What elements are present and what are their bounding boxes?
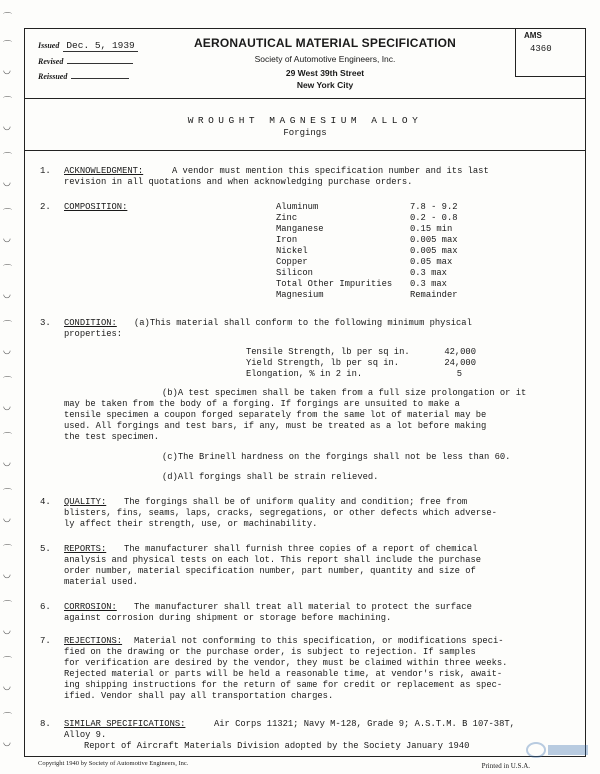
title-divider xyxy=(24,150,586,151)
section-6-number: 6. xyxy=(40,602,51,612)
issued-value: Dec. 5, 1939 xyxy=(63,40,137,52)
element-value: 0.3 max xyxy=(410,279,447,289)
section-3b-line: (b)A test specimen shall be taken from a full size prolongation or it xyxy=(162,388,527,398)
frame-top-rule xyxy=(24,28,586,29)
section-3-heading: CONDITION: xyxy=(64,318,117,328)
ams-number-box xyxy=(515,28,586,77)
material-subtitle: Forgings xyxy=(283,128,327,138)
ams-label: AMS xyxy=(524,31,542,40)
section-8-line: Report of Aircraft Materials Division adopted by the Society January 1940 xyxy=(84,741,470,751)
element-name: Aluminum xyxy=(276,202,319,212)
copyright-notice: Copyright 1940 by Society of Automotive Engineers, Inc. xyxy=(38,760,189,767)
section-7-heading: REJECTIONS: xyxy=(64,636,123,646)
section-8-heading: SIMILAR SPECIFICATIONS: xyxy=(64,719,186,729)
spec-title: AERONAUTICAL MATERIAL SPECIFICATION xyxy=(193,36,457,50)
element-value: 0.005 max xyxy=(410,235,458,245)
watermark-stamp xyxy=(524,741,592,759)
composition-row xyxy=(276,202,476,213)
composition-row xyxy=(276,257,476,268)
reissued-label: Reissued xyxy=(38,72,68,81)
section-5-number: 5. xyxy=(40,544,51,554)
binding-edge-marks: ⌒ ⌒ ◡ ⌒ ◡ ⌒ ◡ ⌒ ◡ ⌒ ◡ ⌒ ◡ ⌒ ◡ ⌒ ◡ ⌒ ◡ ⌒ ◡ ⌒ ◡ ⌒ ◡ ⌒ ◡ xyxy=(3,13,13,748)
element-name: Manganese xyxy=(276,224,324,234)
section-5-line: analysis and physical tests on each lot. This report shall include the purchase xyxy=(64,555,482,565)
revised-field xyxy=(38,57,133,66)
society-address: 29 West 39th Street xyxy=(285,68,365,78)
issued-field xyxy=(38,40,138,51)
header-divider xyxy=(24,98,586,99)
section-8-line: Alloy 9. xyxy=(64,730,107,740)
section-3b-line: the test specimen. xyxy=(64,432,160,442)
section-3c-line: (c)The Brinell hardness on the forgings shall not be less than 60. xyxy=(162,452,511,462)
section-1-heading: ACKNOWLEDGMENT: xyxy=(64,166,144,176)
section-4-heading: QUALITY: xyxy=(64,497,107,507)
element-value: 0.3 max xyxy=(410,268,447,278)
section-7-line: Material not conforming to this specification, or modifications speci- xyxy=(134,636,504,646)
section-6-line: The manufacturer shall treat all material to protect the surface xyxy=(134,602,472,612)
element-value: 0.005 max xyxy=(410,246,458,256)
section-3b-line: tensile specimen a coupon forged separately from the same lot of material may be xyxy=(64,410,487,420)
section-2-number: 2. xyxy=(40,202,51,212)
frame-bottom-rule xyxy=(24,756,586,757)
section-5-line: material used. xyxy=(64,577,138,587)
section-4-line: ly affect their strength, use, or machinability. xyxy=(64,519,318,529)
element-value: Remainder xyxy=(410,290,458,300)
property-row xyxy=(246,369,476,380)
section-6-heading: CORROSION: xyxy=(64,602,117,612)
section-7-number: 7. xyxy=(40,636,51,646)
element-name: Zinc xyxy=(276,213,298,223)
element-value: 0.05 max xyxy=(410,257,453,267)
section-1-line: A vendor must mention this specification number and its last xyxy=(172,166,489,176)
section-3-number: 3. xyxy=(40,318,51,328)
revised-label: Revised xyxy=(38,57,64,66)
composition-row xyxy=(276,279,476,290)
composition-row xyxy=(276,235,476,246)
section-7-line: ing shipping instructions for the return of same for credit or replacement as spec- xyxy=(64,680,503,690)
reissued-value xyxy=(71,78,129,79)
section-1-number: 1. xyxy=(40,166,51,176)
society-city: New York City xyxy=(296,80,354,90)
property-row xyxy=(246,347,476,358)
composition-row xyxy=(276,290,476,301)
section-7-line: ified. Vendor shall pay all transportation charges. xyxy=(64,691,334,701)
section-2-heading: COMPOSITION: xyxy=(64,202,128,212)
section-3-line: properties: xyxy=(64,329,123,339)
section-8-number: 8. xyxy=(40,719,51,729)
element-name: Iron xyxy=(276,235,298,245)
property-name: Yield Strength, lb per sq in. xyxy=(246,358,400,368)
ams-number: 4360 xyxy=(530,44,552,54)
section-7-line: Rejected material or parts will be held a reasonable time, at vendor's risk, await- xyxy=(64,669,503,679)
reissued-field xyxy=(38,72,129,81)
section-5-line: The manufacturer shall furnish three copies of a report of chemical xyxy=(124,544,478,554)
section-6-line: against corrosion during shipment or storage before machining. xyxy=(64,613,392,623)
property-name: Elongation, % in 2 in. xyxy=(246,369,363,379)
section-7-line: for verification are desired by the vendor, they must be claimed within three weeks. xyxy=(64,658,508,668)
property-value: 5 xyxy=(456,369,462,379)
element-name: Copper xyxy=(276,257,308,267)
section-4-line: blisters, fins, seams, laps, cracks, segregations, or other defects which adverse- xyxy=(64,508,497,518)
element-value: 7.8 - 9.2 xyxy=(410,202,458,212)
composition-row xyxy=(276,213,476,224)
section-5-heading: REPORTS: xyxy=(64,544,107,554)
composition-row xyxy=(276,224,476,235)
revised-value xyxy=(67,63,133,64)
issued-label: Issued xyxy=(38,41,60,50)
composition-row xyxy=(276,246,476,257)
element-name: Silicon xyxy=(276,268,313,278)
section-5-line: order number, material specification number, part number, quantity and size of xyxy=(64,566,476,576)
section-4-number: 4. xyxy=(40,497,51,507)
property-value: 42,000 xyxy=(444,347,476,357)
section-3-line: (a)This material shall conform to the following minimum physical xyxy=(134,318,472,328)
section-4-line: The forgings shall be of uniform quality and condition; free from xyxy=(124,497,468,507)
property-name: Tensile Strength, lb per sq in. xyxy=(246,347,410,357)
property-value: 24,000 xyxy=(444,358,476,368)
composition-row xyxy=(276,268,476,279)
section-8-line: Air Corps 11321; Navy M-128, Grade 9; A.S.T.M. B 107-38T, xyxy=(214,719,515,729)
element-name: Nickel xyxy=(276,246,308,256)
section-7-line: fied on the drawing or the purchase order, is subject to rejection. If samples xyxy=(64,647,476,657)
element-value: 0.2 - 0.8 xyxy=(410,213,458,223)
element-name: Magnesium xyxy=(276,290,324,300)
section-3b-line: used. All forgings and test bars, if any, must be treated as a lot before making xyxy=(64,421,487,431)
element-value: 0.15 min xyxy=(410,224,453,234)
section-3b-line: may be taken from the body of a forging. If forgings are unsuited to make a xyxy=(64,399,460,409)
material-title: WROUGHT MAGNESIUM ALLOY xyxy=(187,115,423,126)
society-name: Society of Automotive Engineers, Inc. xyxy=(254,54,396,64)
section-3d-line: (d)All forgings shall be strain relieved. xyxy=(162,472,379,482)
element-name: Total Other Impurities xyxy=(276,279,393,289)
property-row xyxy=(246,358,476,369)
printed-notice: Printed in U.S.A. xyxy=(481,762,530,770)
section-1-line: revision in all quotations and when acknowledging purchase orders. xyxy=(64,177,413,187)
